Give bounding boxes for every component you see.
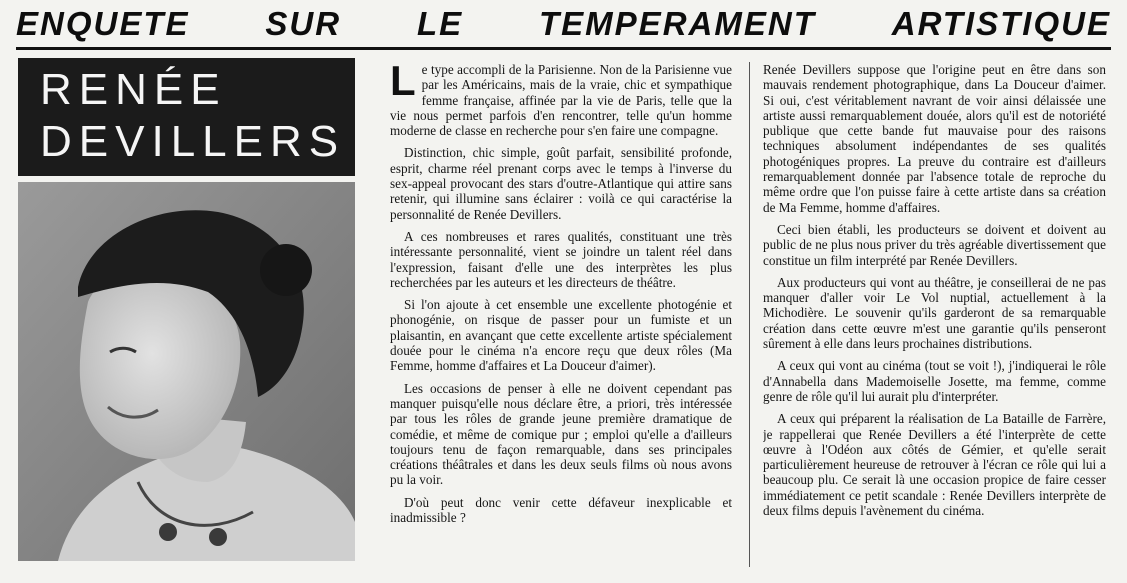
article-column-2 xyxy=(763,62,1106,572)
headline-word: ENQUETE xyxy=(16,5,190,42)
article-paragraph: Si l'on ajoute à cet ensemble une excellente photogénie et phonogénie, on risque de passer pour un fumiste et un plaisantin, en avançant que cette excellente artiste spécialement douée pour le cinéma n'a encore reçu que deux rôles (Ma Femme, homme d'affaires et La Douceur d'aimer). xyxy=(390,297,732,374)
actress-first-name: RENÉE xyxy=(40,65,227,114)
actress-last-name: DEVILLERS xyxy=(40,117,346,166)
article-paragraph: Les occasions de penser à elle ne doivent cependant pas manquer puisqu'elle nous déclare être, a priori, très intéressée par tous les rôles de grande jeune première dramatique de comédie, et même de comique pur ; emploi qu'elle a d'ailleurs toujours tenu de façon remarquable, dans ses principales créations théâtrales et dans les deux seuls films où nous avons pu la voir. xyxy=(390,380,732,488)
column-divider xyxy=(749,62,750,567)
headline-word: ARTISTIQUE xyxy=(891,5,1111,42)
article-paragraph xyxy=(390,62,732,138)
article-headline xyxy=(16,4,1111,44)
headline-word: TEMPERAMENT xyxy=(539,5,816,42)
drop-cap: L xyxy=(390,62,416,104)
portrait-photo xyxy=(18,182,355,561)
article-paragraph: A ceux qui vont au cinéma (tout se voit !), j'indiquerai le rôle d'Annabella dans Mademoiselle Josette, ma femme, comme genre de rôle qu'il lui aurait plu d'interpréter. xyxy=(763,358,1106,404)
article-paragraph: Aux producteurs qui vont au théâtre, je conseillerai de ne pas manquer d'aller voir Le Vol nuptial, actuellement à la Michodière. Le souvenir qu'ils garderont de sa remarquable création dans cette œuvre m'est une garantie qu'ils penseront sûrement à elle dans leurs prochaines distributions. xyxy=(763,274,1106,352)
headline-word: LE xyxy=(416,5,464,42)
headline-rule xyxy=(16,47,1111,50)
article-column-1 xyxy=(390,62,732,572)
article-paragraph: Renée Devillers suppose que l'origine peut en être dans son mauvais rendement photographique, dans La Douceur d'aimer. Si oui, c'est véritablement navrant de voir ainsi délaissée une artiste aussi remarquablement douée, alors qu'il est de notoriété publique que cette bande fut mauvaise pour des raisons techniques absolument indépendantes de ses qualités photogéniques propres. La preuve du contraire est d'ailleurs remarquablement donnée par l'absence totale de reproche du même ordre que l'on puisse faire à cette artiste dans sa création de Ma Femme, homme d'affaires. xyxy=(763,62,1106,215)
article-paragraph: Distinction, chic simple, goût parfait, sensibilité profonde, esprit, charme réel prenant corps avec le temps à l'inverse du sex-appeal provocant des stars d'outre-Atlantique qui attire sans retenir, qui illumine sans éclairer : voilà ce qui caractérise la personnalité de Renée Devillers. xyxy=(390,145,732,222)
article-paragraph: A ceux qui préparent la réalisation de La Bataille de Farrère, je rappellerai que Renée Devillers a été l'interprète de cette œuvre à l'Odéon aux côtés de Gémier, et qu'elle serait particulièrement heureuse de retrouver à l'écran ce rôle qui lui a beaucoup plu. Ce serait là une occasion propice de faire cesser immédiatement ce petit scandale : Renée Devillers interprète de deux films depuis l'avènement du cinéma. xyxy=(763,411,1106,519)
article-paragraph: Ceci bien établi, les producteurs se doivent et doivent au public de ne plus nous priver du très agréable divertissement que constitue un film interprété par Renée Devillers. xyxy=(763,221,1106,268)
actress-name-block xyxy=(18,58,355,176)
article-paragraph: A ces nombreuses et rares qualités, constituant une très intéressante personnalité, vient se joindre un talent réel dans l'expression, faisant d'elle une des interprètes les plus recherchées par les auteurs et les directeurs de théâtre. xyxy=(390,228,732,290)
portrait-photo-icon xyxy=(18,182,355,561)
paragraph-text: e type accompli de la Parisienne. Non de la Parisienne vue par les Américains, mais de la vraie, chic et sympathique femme française, affinée par la vie de Paris, telle que la vie nous permet parfois d'en rencontrer, telle qu'un homme moderne de classe en recherche pour s'en faire une compagne. xyxy=(390,62,732,139)
headline-word: SUR xyxy=(265,5,342,42)
article-paragraph: D'où peut donc venir cette défaveur inexplicable et inadmissible ? xyxy=(390,494,732,526)
